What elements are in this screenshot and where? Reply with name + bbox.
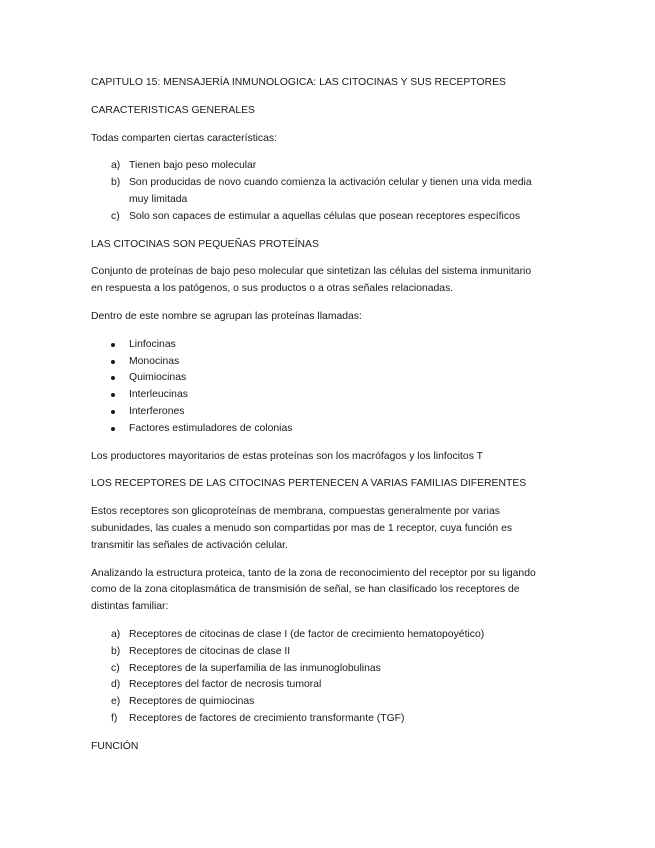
small-proteins-para-1: Conjunto de proteínas de bajo peso molecular que sintetizan las células del sistema inmunitario en respuesta a los patógenos, o sus productos o a otras señales relacionadas.	[91, 266, 532, 295]
list-marker: b)	[111, 177, 121, 189]
general-intro: Todas comparten ciertas características:	[91, 132, 277, 144]
list-item	[91, 370, 541, 387]
list-item-text: Receptores del factor de necrosis tumoral	[129, 679, 322, 691]
list-item	[91, 644, 541, 661]
list-marker: d)	[111, 679, 121, 691]
bullet-icon	[111, 393, 115, 397]
list-item-text: Receptores de citocinas de clase II	[129, 645, 291, 657]
list-marker: a)	[111, 160, 121, 172]
list-item-text: Quimiocinas	[129, 372, 187, 384]
list-item	[91, 354, 541, 371]
list-item	[91, 677, 541, 694]
list-item-text: Factores estimuladores de colonias	[129, 422, 293, 434]
heading-receptors: LOS RECEPTORES DE LAS CITOCINAS PERTENECEN A VARIAS FAMILIAS DIFERENTES	[91, 478, 527, 490]
list-item-text: Receptores de factores de crecimiento transformante (TGF)	[129, 712, 405, 724]
small-proteins-para-2: Dentro de este nombre se agrupan las proteínas llamadas:	[91, 310, 362, 322]
bullet-icon	[111, 343, 115, 347]
list-item	[91, 661, 541, 678]
list-marker: e)	[111, 696, 121, 708]
list-item-text: Interleucinas	[129, 389, 188, 401]
receptors-para-1: Estos receptores son glicoproteínas de membrana, compuestas generalmente por varias subunidades, las cuales a menudo son compartidas por mas de 1 receptor, cuya función es transmitir las señales de activación celular.	[91, 506, 513, 551]
list-item	[91, 404, 541, 421]
list-item	[91, 158, 541, 175]
list-item	[91, 627, 541, 644]
document-page	[91, 75, 541, 767]
list-item-text: Solo son capaces de estimular a aquellas células que posean receptores específicos	[129, 210, 521, 222]
heading-general: CARACTERISTICAS GENERALES	[91, 104, 255, 116]
list-item	[91, 387, 541, 404]
list-item	[91, 337, 541, 354]
list-item-text: Interferones	[129, 405, 185, 417]
list-marker: c)	[111, 210, 120, 222]
list-item-text: Tienen bajo peso molecular	[129, 160, 257, 172]
general-characteristics-list	[91, 158, 541, 225]
receptors-para-2: Analizando la estructura proteica, tanto de la zona de reconocimiento del receptor por su ligando como de la zona citoplasmática de transmisión de señal, se han clasificado los receptores de distintas familiar:	[91, 567, 536, 613]
heading-small-proteins: LAS CITOCINAS SON PEQUEÑAS PROTEÍNAS	[91, 238, 319, 250]
bullet-icon	[111, 410, 115, 414]
list-marker: c)	[111, 662, 120, 674]
list-item	[91, 175, 541, 209]
list-item-text: Monocinas	[129, 355, 180, 367]
list-item	[91, 209, 541, 226]
list-item-text: Linfocinas	[129, 338, 176, 350]
heading-function: FUNCIÓN	[91, 740, 139, 752]
list-marker: b)	[111, 645, 121, 657]
document-title: CAPITULO 15: MENSAJERÍA INMUNOLOGICA: LAS CITOCINAS Y SUS RECEPTORES	[91, 77, 506, 88]
list-item-text: Receptores de citocinas de clase I (de factor de crecimiento hematopoyético)	[129, 628, 485, 640]
small-proteins-para-3: Los productores mayoritarios de estas proteínas son los macrófagos y los linfocitos T	[91, 450, 483, 462]
list-item	[91, 711, 541, 728]
list-item	[91, 694, 541, 711]
bullet-icon	[111, 360, 115, 364]
list-marker: a)	[111, 628, 121, 640]
receptor-families-list	[91, 627, 541, 728]
bullet-icon	[111, 376, 115, 380]
protein-types-list	[91, 337, 541, 438]
list-item-text: Receptores de quimiocinas	[129, 696, 255, 708]
list-marker: f)	[111, 712, 118, 724]
list-item	[91, 421, 541, 438]
bullet-icon	[111, 427, 115, 431]
list-item-text: Receptores de la superfamilia de las inmunoglobulinas	[129, 662, 381, 674]
list-item-text: Son producidas de novo cuando comienza la activación celular y tienen una vida media muy limitada	[129, 177, 532, 205]
